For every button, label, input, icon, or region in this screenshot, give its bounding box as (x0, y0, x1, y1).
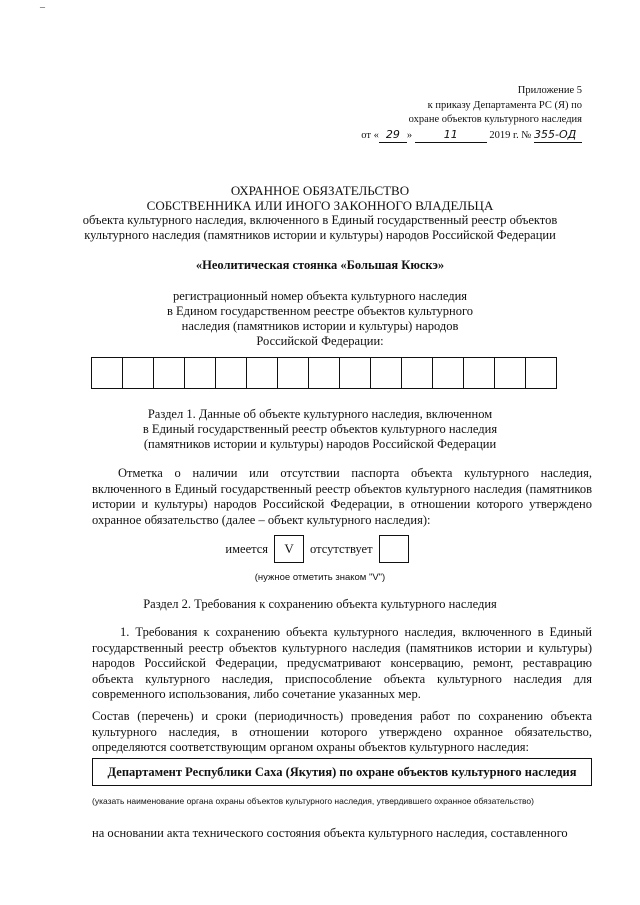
appendix-month: 11 (415, 128, 487, 144)
registration-cell[interactable] (216, 358, 247, 388)
registration-cell[interactable] (464, 358, 495, 388)
passport-checkbox-row (0, 535, 640, 563)
registration-line-3: наследия (памятников истории и культуры) народов (181, 319, 459, 333)
registration-cell[interactable] (371, 358, 402, 388)
registration-line-2: в Едином государственном реестре объектов культурного (166, 304, 474, 318)
absent-label: отсутствует (310, 541, 373, 556)
appendix-from: от « (361, 129, 379, 141)
checkbox-hint: (нужное отметить знаком "V") (254, 572, 386, 583)
appendix-line-1: Приложение 5 (517, 85, 582, 96)
section-2-heading: Раздел 2. Требования к сохранению объекта культурного наследия (143, 597, 497, 611)
appendix-line-2: к приказу Департамента РС (Я) по (427, 99, 582, 111)
appendix-close-quote: » (406, 129, 413, 141)
composition-paragraph: Состав (перечень) и сроки (периодичность) проведения работ по сохранению объекта культурного наследия, в отношении которого утверждено охранное обязательство, определяются соответствующим органом охраны объектов культурного наследия: (92, 709, 592, 754)
registration-cell[interactable] (433, 358, 464, 388)
registration-cell[interactable] (154, 358, 185, 388)
basis-paragraph: на основании акта технического состояния объекта культурного наследия, составленного (92, 826, 568, 840)
appendix-block (361, 84, 582, 143)
section-1-line-3: (памятников истории и культуры) народов Российской Федерации (143, 437, 497, 451)
department-field[interactable]: Департамент Республики Саха (Якутия) по охране объектов культурного наследия (92, 758, 592, 786)
section-1-line-2: в Единый государственный реестр объектов культурного наследия (142, 422, 498, 436)
registration-cell[interactable] (340, 358, 371, 388)
department-hint: (указать наименование органа охраны объектов культурного наследия, утвердившего охранное обязательство) (92, 796, 534, 806)
registration-cell[interactable] (278, 358, 309, 388)
object-name: «Неолитическая стоянка «Большая Кюскэ» (195, 258, 445, 272)
registration-cell[interactable] (247, 358, 278, 388)
appendix-day: 29 (379, 128, 407, 144)
registration-cell[interactable] (402, 358, 433, 388)
appendix-year: 2019 г. № (489, 129, 532, 141)
registration-cell[interactable] (92, 358, 123, 388)
section-1-heading (0, 407, 640, 452)
title-line-1: ОХРАННОЕ ОБЯЗАТЕЛЬСТВО (230, 183, 410, 198)
appendix-date-line (361, 128, 582, 144)
title-line-3: объекта культурного наследия, включенного в Единый государственный реестр объектов (82, 213, 558, 227)
title-line-4: культурного наследия (памятников истории и культуры) народов Российской Федерации (84, 228, 556, 242)
registration-number-grid (91, 357, 557, 389)
registration-line-4: Российской Федерации: (256, 334, 384, 348)
document-title (0, 183, 640, 243)
appendix-line-3: охране объектов культурного наследия (408, 114, 582, 125)
registration-cell[interactable] (495, 358, 526, 388)
appendix-number: 355-ОД (534, 128, 582, 144)
corner-mark: – (40, 2, 45, 13)
registration-label (0, 289, 640, 349)
registration-cell[interactable] (185, 358, 216, 388)
registration-line-1: регистрационный номер объекта культурного наследия (172, 289, 468, 303)
registration-cell[interactable] (123, 358, 154, 388)
registration-cell[interactable] (309, 358, 340, 388)
absent-checkbox[interactable] (379, 535, 409, 563)
title-line-2: СОБСТВЕННИКА ИЛИ ИНОГО ЗАКОННОГО ВЛАДЕЛЬЦА (146, 198, 494, 213)
requirements-paragraph: 1. Требования к сохранению объекта культурного наследия, включенного в Единый государственный реестр объектов культурного наследия (памятников истории и культуры) народов Российской Федерации, предусматривают консервацию, ремонт, реставрацию объекта культурного наследия, приспособление объекта культурного наследия для современного использования, либо сочетание указанных мер. (92, 625, 592, 701)
present-checkbox[interactable]: V (274, 535, 304, 563)
section-1-line-1: Раздел 1. Данные об объекте культурного наследия, включенном (147, 407, 493, 421)
registration-cell[interactable] (526, 358, 556, 388)
present-label: имеется (225, 541, 269, 556)
passport-mark-paragraph: Отметка о наличии или отсутствии паспорта объекта культурного наследия, включенного в Единый государственный реестр объектов культурного наследия (памятников истории и культуры) народов Российской Федерации, в отношении которого утверждено охранное обязательство (далее – объект культурного наследия): (92, 466, 592, 527)
